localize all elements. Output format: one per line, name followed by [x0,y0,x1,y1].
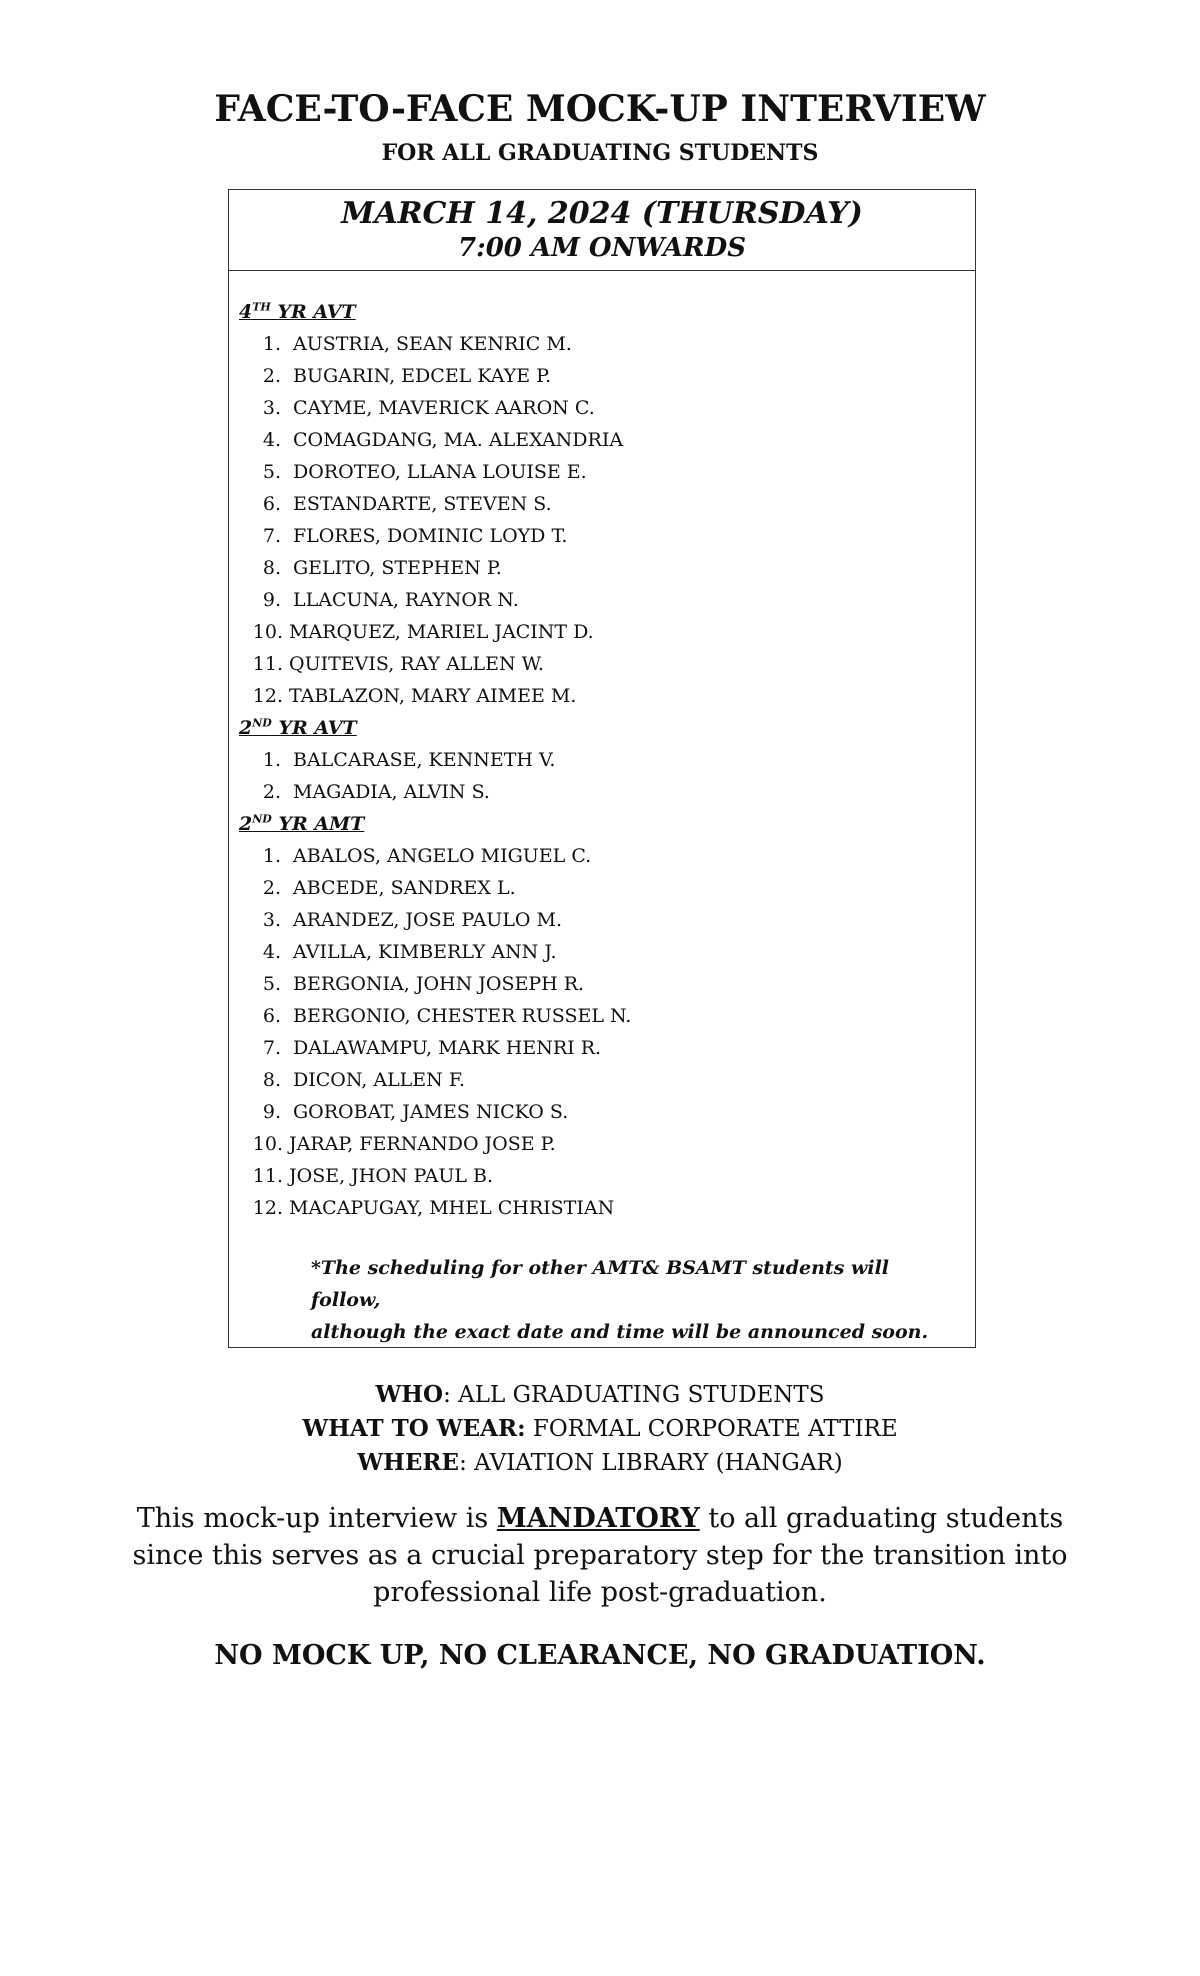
list-item-number: 12. [252,685,283,707]
list-item-number: 2. [262,877,281,899]
student-name: MAGADIA, ALVIN S. [293,781,490,803]
student-name: BERGONIA, JOHN JOSEPH R. [293,973,585,995]
student-name: JOSE, JHON PAUL B. [289,1165,494,1187]
section-program: YR AMT [271,813,365,835]
list-item-number: 3. [262,909,281,931]
list-item-number: 7. [262,525,281,547]
list-item-number: 11. [252,653,283,675]
list-item [239,616,959,648]
section-program: YR AVT [271,717,357,739]
list-item [239,520,959,552]
student-name: COMAGDANG, MA. ALEXANDRIA [293,429,624,451]
list-item [239,968,959,1000]
section-year-suffix: ND [252,716,272,730]
paragraph-after: to all graduating students since this serves as a crucial preparatory step for the transition into professional life post-graduation. [132,1503,1068,1608]
list-item [239,360,959,392]
who-line [0,1378,1200,1412]
list-item [239,1192,959,1224]
list-item [239,872,959,904]
name-list [239,328,959,712]
where-value: : AVIATION LIBRARY (HANGAR) [459,1450,843,1476]
list-item [239,936,959,968]
wear-line [0,1412,1200,1446]
list-item-number: 2. [262,781,281,803]
section-year-number: 4 [239,301,253,323]
page-title: FACE-TO-FACE MOCK-UP INTERVIEW [214,88,986,130]
student-list [239,296,959,1224]
list-item [239,776,959,808]
mandatory-emphasis: MANDATORY [496,1503,700,1534]
student-name: LLACUNA, RAYNOR N. [293,589,519,611]
list-item [239,552,959,584]
student-name: ARANDEZ, JOSE PAULO M. [293,909,563,931]
list-item [239,648,959,680]
list-item [239,424,959,456]
section-year-number: 2 [239,813,253,835]
list-item [239,744,959,776]
where-label: WHERE [357,1449,460,1476]
student-name: GOROBAT, JAMES NICKO S. [293,1101,569,1123]
list-item [239,1000,959,1032]
schedule-box [228,189,976,1348]
list-item [239,392,959,424]
list-item-number: 8. [262,1069,281,1091]
student-name: AVILLA, KIMBERLY ANN J. [293,941,557,963]
student-name: CAYME, MAVERICK AARON C. [293,397,595,419]
list-item [239,904,959,936]
list-item-number: 6. [262,1005,281,1027]
list-item-number: 9. [262,1101,281,1123]
list-item-number: 6. [262,493,281,515]
student-name: MACAPUGAY, MHEL CHRISTIAN [289,1197,615,1219]
note-line-2: although the exact date and time will be announced soon. [311,1321,929,1343]
list-item-number: 4. [262,941,281,963]
list-item-number: 10. [252,1133,283,1155]
section-program: YR AVT [270,301,356,323]
list-item-number: 12. [252,1197,283,1219]
list-item-number: 7. [262,1037,281,1059]
student-name: FLORES, DOMINIC LOYD T. [293,525,568,547]
section-year-suffix: TH [252,300,271,314]
schedule-header [229,190,975,271]
mandatory-paragraph [120,1500,1080,1611]
paragraph-before: This mock-up interview is [136,1503,497,1534]
list-item-number: 1. [262,749,281,771]
list-item [239,1032,959,1064]
student-name: BUGARIN, EDCEL KAYE P. [293,365,552,387]
list-item [239,1064,959,1096]
list-item-number: 3. [262,397,281,419]
student-name: ESTANDARTE, STEVEN S. [293,493,552,515]
student-name: AUSTRIA, SEAN KENRIC M. [293,333,572,355]
schedule-date: MARCH 14, 2024 (THURSDAY) [341,196,863,231]
list-item-number: 1. [262,333,281,355]
student-name: BERGONIO, CHESTER RUSSEL N. [293,1005,632,1027]
wear-value: FORMAL CORPORATE ATTIRE [525,1416,898,1442]
scheduling-note [311,1252,951,1348]
list-item [239,840,959,872]
wear-label: WHAT TO WEAR: [302,1415,526,1442]
section-heading [239,296,959,328]
student-name: DOROTEO, LLANA LOUISE E. [293,461,587,483]
schedule-time: 7:00 AM ONWARDS [458,233,746,263]
list-item [239,1160,959,1192]
section-heading [239,808,959,840]
section-year-suffix: ND [252,812,272,826]
student-name: TABLAZON, MARY AIMEE M. [289,685,577,707]
list-item [239,488,959,520]
list-item [239,1128,959,1160]
note-line-1: *The scheduling for other AMT& BSAMT students will follow, [311,1257,890,1311]
list-item-number: 4. [262,429,281,451]
list-item-number: 9. [262,589,281,611]
page-subtitle: FOR ALL GRADUATING STUDENTS [381,140,819,166]
who-label: WHO [375,1381,444,1408]
list-item-number: 11. [252,1165,283,1187]
list-item-number: 10. [252,621,283,643]
list-item [239,1096,959,1128]
list-item [239,680,959,712]
list-item [239,584,959,616]
student-name: QUITEVIS, RAY ALLEN W. [289,653,544,675]
section-year-number: 2 [239,717,253,739]
name-list [239,840,959,1224]
list-item-number: 5. [262,461,281,483]
section-heading [239,712,959,744]
student-name: DALAWAMPU, MARK HENRI R. [293,1037,602,1059]
student-name: DICON, ALLEN F. [293,1069,466,1091]
student-name: BALCARASE, KENNETH V. [293,749,556,771]
who-value: : ALL GRADUATING STUDENTS [443,1382,825,1408]
student-name: JARAP, FERNANDO JOSE P. [289,1133,556,1155]
student-name: ABCEDE, SANDREX L. [293,877,516,899]
list-item-number: 1. [262,845,281,867]
name-list [239,744,959,808]
list-item [239,328,959,360]
student-name: MARQUEZ, MARIEL JACINT D. [289,621,594,643]
student-name: GELITO, STEPHEN P. [293,557,502,579]
student-name: ABALOS, ANGELO MIGUEL C. [293,845,592,867]
where-line [0,1446,1200,1480]
list-item [239,456,959,488]
final-warning: NO MOCK UP, NO CLEARANCE, NO GRADUATION. [214,1640,986,1671]
list-item-number: 8. [262,557,281,579]
event-info [0,1378,1200,1480]
list-item-number: 2. [262,365,281,387]
list-item-number: 5. [262,973,281,995]
